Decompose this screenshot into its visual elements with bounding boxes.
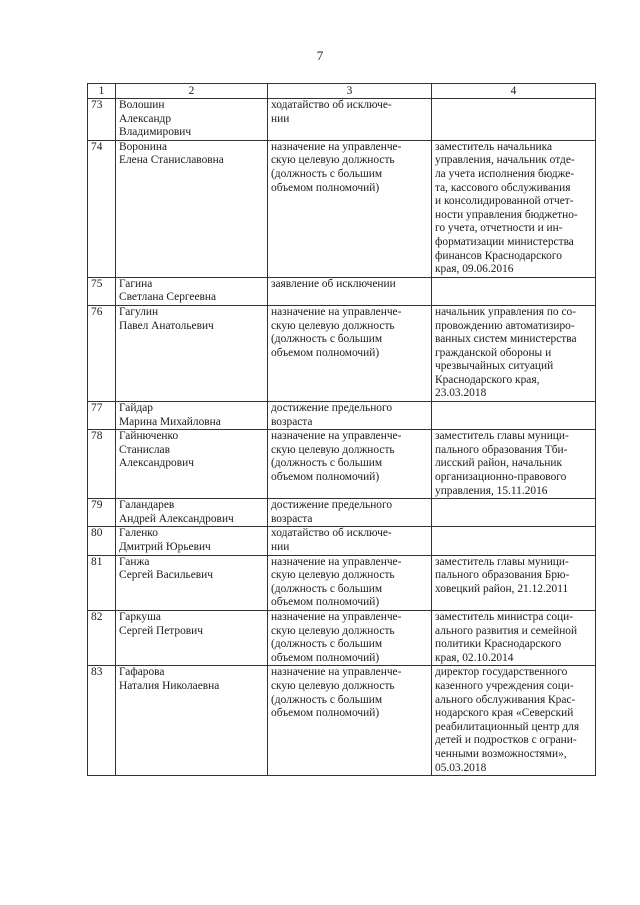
person-name: Гайнюченко Станислав Александрович (116, 430, 268, 499)
registry-table (87, 83, 596, 776)
row-number: 75 (88, 277, 116, 305)
exclusion-reason: достижение предельного возраста (268, 499, 432, 527)
row-number: 78 (88, 430, 116, 499)
row-number: 76 (88, 305, 116, 401)
appointed-position (432, 402, 596, 430)
exclusion-reason: назначение на управленче- скую целевую должность (должность с большим объемом полномочий) (268, 140, 432, 277)
appointed-position: заместитель министра соци- ального развития и семейной политики Краснодарского края, 02.10.2014 (432, 610, 596, 665)
exclusion-reason: достижение предельного возраста (268, 402, 432, 430)
table-row (88, 140, 596, 277)
column-header-4: 4 (432, 84, 596, 99)
page-number: 7 (316, 48, 324, 63)
appointed-position (432, 277, 596, 305)
table-body (88, 99, 596, 776)
appointed-position: заместитель начальника управления, начальник отде- ла учета исполнения бюдже- та, кассового обслуживания и консолидированной отчет- ности управления бюджетно- го учета, отчетности и ин- форматизации министерства финансов Краснодарского края, 09.06.2016 (432, 140, 596, 277)
table-row (88, 527, 596, 555)
appointed-position: заместитель главы муници- пального образования Брю- ховецкий район, 21.12.2011 (432, 555, 596, 610)
table-row (88, 499, 596, 527)
row-number: 79 (88, 499, 116, 527)
exclusion-reason: назначение на управленче- скую целевую должность (должность с большим объемом полномочий) (268, 555, 432, 610)
row-number: 73 (88, 99, 116, 141)
person-name: Воронина Елена Станиславовна (116, 140, 268, 277)
column-header-2: 2 (116, 84, 268, 99)
person-name: Гаркуша Сергей Петрович (116, 610, 268, 665)
table-row (88, 555, 596, 610)
exclusion-reason: назначение на управленче- скую целевую должность (должность с большим объемом полномочий) (268, 610, 432, 665)
table-row (88, 610, 596, 665)
exclusion-reason: назначение на управленче- скую целевую должность (должность с большим объемом полномочий) (268, 305, 432, 401)
column-header-1: 1 (88, 84, 116, 99)
exclusion-reason: назначение на управленче- скую целевую должность (должность с большим объемом полномочий) (268, 430, 432, 499)
person-name: Ганжа Сергей Васильевич (116, 555, 268, 610)
appointed-position (432, 499, 596, 527)
table-row (88, 305, 596, 401)
appointed-position: директор государственного казенного учреждения соци- ального обслуживания Крас- нодарского края «Северский реабилитационный центр для детей и подростков с ограни- ченными возможностями», 05.03.2018 (432, 666, 596, 776)
person-name: Гагина Светлана Сергеевна (116, 277, 268, 305)
table-row (88, 99, 596, 141)
appointed-position: заместитель главы муници- пального образования Тби- лисский район, начальник организационно-правового управления, 15.11.2016 (432, 430, 596, 499)
row-number: 81 (88, 555, 116, 610)
appointed-position (432, 527, 596, 555)
person-name: Гайдар Марина Михайловна (116, 402, 268, 430)
header-row (88, 84, 596, 99)
appointed-position (432, 99, 596, 141)
person-name: Галандарев Андрей Александрович (116, 499, 268, 527)
row-number: 77 (88, 402, 116, 430)
table-row (88, 666, 596, 776)
exclusion-reason: ходатайство об исключе- нии (268, 527, 432, 555)
table-row (88, 430, 596, 499)
appointed-position: начальник управления по со- провождению автоматизиро- ванных систем министерства гражданской обороны и чрезвычайных ситуаций Краснодарского края, 23.03.2018 (432, 305, 596, 401)
row-number: 82 (88, 610, 116, 665)
person-name: Галенко Дмитрий Юрьевич (116, 527, 268, 555)
exclusion-reason: заявление об исключении (268, 277, 432, 305)
person-name: Гафарова Наталия Николаевна (116, 666, 268, 776)
row-number: 83 (88, 666, 116, 776)
column-header-3: 3 (268, 84, 432, 99)
person-name: Гагулин Павел Анатольевич (116, 305, 268, 401)
exclusion-reason: ходатайство об исключе- нии (268, 99, 432, 141)
table-row (88, 402, 596, 430)
exclusion-reason: назначение на управленче- скую целевую должность (должность с большим объемом полномочий) (268, 666, 432, 776)
row-number: 80 (88, 527, 116, 555)
table-row (88, 277, 596, 305)
person-name: Волошин Александр Владимирович (116, 99, 268, 141)
row-number: 74 (88, 140, 116, 277)
